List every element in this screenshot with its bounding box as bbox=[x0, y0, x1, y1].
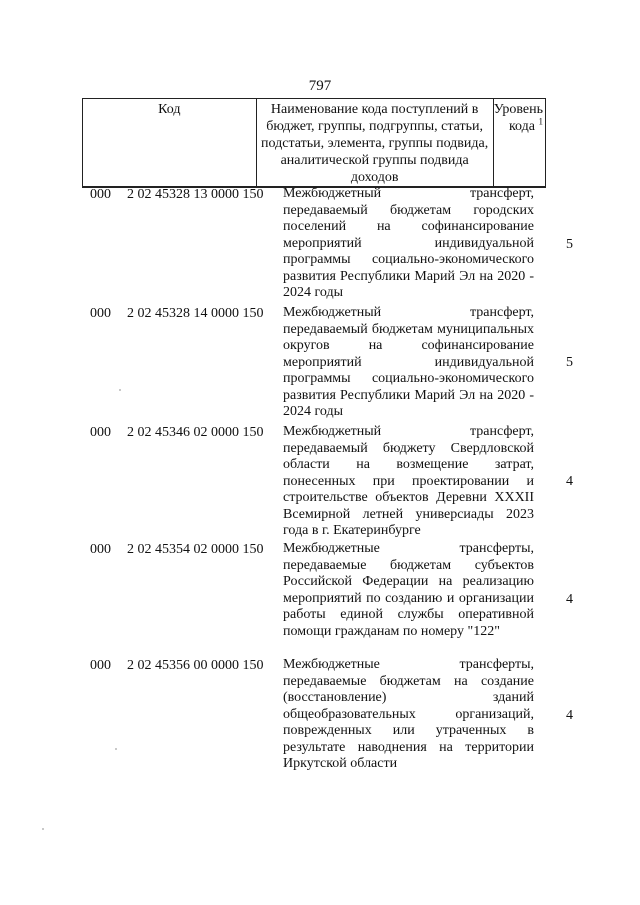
page-number: 797 bbox=[308, 78, 332, 94]
row-code: 2 02 45328 14 0000 150 bbox=[127, 306, 264, 321]
row-level: 5 bbox=[566, 355, 573, 370]
scan-speck bbox=[115, 748, 117, 750]
header-name: Наименование кода поступлений в бюджет, группы, подгруппы, статьи, подстатьи, элемента, группы подвида, аналитической группы подвида доходов bbox=[256, 99, 493, 188]
header-level-label: Уровень кода bbox=[493, 102, 543, 134]
header-level-footnote: 1 bbox=[538, 116, 543, 127]
row-code: 2 02 45356 00 0000 150 bbox=[127, 658, 264, 673]
row-description: Межбюджетные трансферты, передаваемые бюджетам субъектов Российской Федерации на реализацию мероприятий по созданию и организации работы единой службы оперативной помощи гражданам по номеру "122" bbox=[283, 541, 534, 639]
row-description: Межбюджетный трансферт, передаваемый бюджету Свердловской области на возмещение затрат, понесенных при проектировании и строительстве объектов Деревни XXXII Всемирной летней универсиады 2023 года в г. Екатеринбурге bbox=[283, 424, 534, 538]
table-header bbox=[82, 98, 546, 188]
scan-speck bbox=[119, 389, 121, 391]
row-description: Межбюджетный трансферт, передаваемый бюджетам городских поселений на софинансирование мероприятий индивидуальной программы социально-экономического развития Республики Марий Эл на 2020 - 2024 годы bbox=[283, 186, 534, 300]
row-level: 4 bbox=[566, 474, 573, 489]
row-class-code: 000 bbox=[90, 658, 111, 673]
row-code: 2 02 45328 13 0000 150 bbox=[127, 187, 264, 202]
row-description: Межбюджетный трансферт, передаваемый бюджетам муниципальных округов на софинансирование мероприятий индивидуальной программы социально-экономического развития Республики Марий Эл на 2020 - 2024 годы bbox=[283, 305, 534, 419]
row-class-code: 000 bbox=[90, 542, 111, 557]
row-description: Межбюджетные трансферты, передаваемые бюджетам на создание (восстановление) зданий общеобразовательных организаций, поврежденных или утраченных в результате наводнения на территории Иркутской области bbox=[283, 657, 534, 771]
row-code: 2 02 45354 02 0000 150 bbox=[127, 542, 264, 557]
header-level bbox=[493, 99, 545, 188]
row-class-code: 000 bbox=[90, 187, 111, 202]
row-class-code: 000 bbox=[90, 425, 111, 440]
row-code: 2 02 45346 02 0000 150 bbox=[127, 425, 264, 440]
header-code: Код bbox=[83, 99, 257, 188]
row-level: 4 bbox=[566, 592, 573, 607]
row-level: 5 bbox=[566, 237, 573, 252]
scan-speck bbox=[42, 828, 44, 830]
row-level: 4 bbox=[566, 708, 573, 723]
row-class-code: 000 bbox=[90, 306, 111, 321]
